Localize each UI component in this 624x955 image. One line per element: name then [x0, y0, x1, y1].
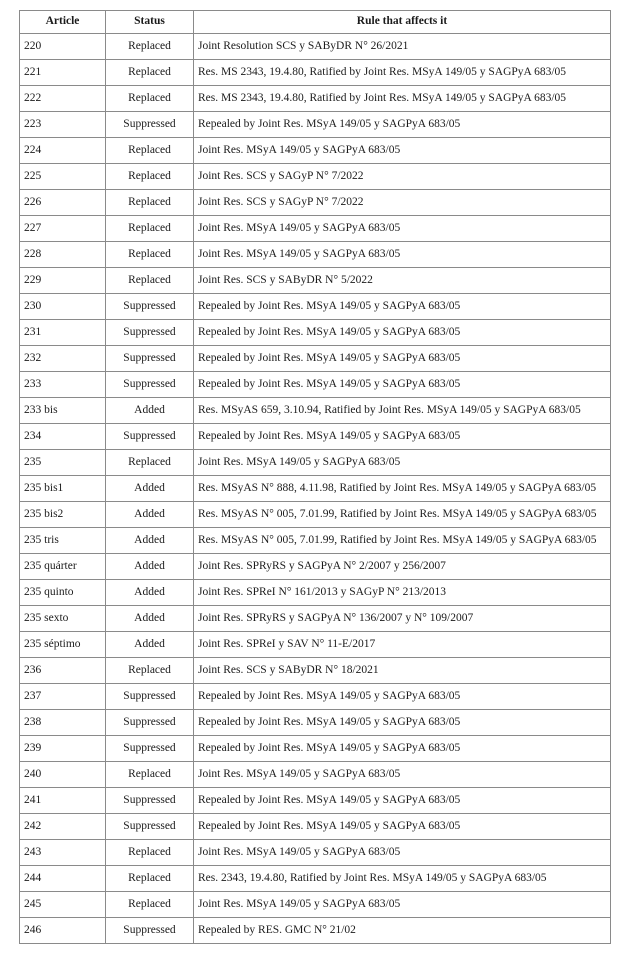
- rule-cell: Joint Res. SCS y SAGyP N° 7/2022: [194, 190, 611, 216]
- article-cell: 231: [20, 320, 106, 346]
- table-row: [20, 398, 611, 424]
- table-row: [20, 606, 611, 632]
- table-row: [20, 164, 611, 190]
- table-row: [20, 372, 611, 398]
- article-cell: 246: [20, 918, 106, 944]
- status-cell: Suppressed: [106, 736, 194, 762]
- article-cell: 240: [20, 762, 106, 788]
- rule-cell: Res. 2343, 19.4.80, Ratified by Joint Res. MSyA 149/05 y SAGPyA 683/05: [194, 866, 611, 892]
- status-cell: Added: [106, 580, 194, 606]
- rule-cell: Repealed by Joint Res. MSyA 149/05 y SAGPyA 683/05: [194, 684, 611, 710]
- rule-cell: Joint Res. MSyA 149/05 y SAGPyA 683/05: [194, 138, 611, 164]
- table-row: [20, 528, 611, 554]
- status-cell: Suppressed: [106, 112, 194, 138]
- status-cell: Added: [106, 476, 194, 502]
- table-row: [20, 138, 611, 164]
- status-cell: Replaced: [106, 164, 194, 190]
- status-cell: Replaced: [106, 138, 194, 164]
- table-row: [20, 60, 611, 86]
- article-cell: 229: [20, 268, 106, 294]
- status-cell: Suppressed: [106, 788, 194, 814]
- article-cell: 232: [20, 346, 106, 372]
- status-cell: Suppressed: [106, 710, 194, 736]
- status-cell: Suppressed: [106, 346, 194, 372]
- table-row: [20, 762, 611, 788]
- table-row: [20, 320, 611, 346]
- table-row: [20, 814, 611, 840]
- rule-cell: Res. MS 2343, 19.4.80, Ratified by Joint Res. MSyA 149/05 y SAGPyA 683/05: [194, 86, 611, 112]
- rule-cell: Joint Res. MSyA 149/05 y SAGPyA 683/05: [194, 450, 611, 476]
- article-cell: 242: [20, 814, 106, 840]
- article-cell: 235 quinto: [20, 580, 106, 606]
- table-row: [20, 502, 611, 528]
- rule-cell: Joint Res. SPReI N° 161/2013 y SAGyP N° 213/2013: [194, 580, 611, 606]
- rule-cell: Repealed by Joint Res. MSyA 149/05 y SAGPyA 683/05: [194, 788, 611, 814]
- rule-cell: Repealed by Joint Res. MSyA 149/05 y SAGPyA 683/05: [194, 320, 611, 346]
- article-cell: 222: [20, 86, 106, 112]
- rule-cell: Joint Res. SCS y SAGyP N° 7/2022: [194, 164, 611, 190]
- status-cell: Suppressed: [106, 918, 194, 944]
- article-cell: 237: [20, 684, 106, 710]
- article-cell: 221: [20, 60, 106, 86]
- article-cell: 235 séptimo: [20, 632, 106, 658]
- rule-cell: Repealed by RES. GMC N° 21/02: [194, 918, 611, 944]
- rule-cell: Repealed by Joint Res. MSyA 149/05 y SAGPyA 683/05: [194, 346, 611, 372]
- table-row: [20, 268, 611, 294]
- rule-cell: Joint Resolution SCS y SAByDR N° 26/2021: [194, 34, 611, 60]
- table-row: [20, 242, 611, 268]
- table-row: [20, 450, 611, 476]
- rule-cell: Joint Res. MSyA 149/05 y SAGPyA 683/05: [194, 762, 611, 788]
- status-cell: Suppressed: [106, 372, 194, 398]
- rule-cell: Joint Res. MSyA 149/05 y SAGPyA 683/05: [194, 840, 611, 866]
- article-cell: 233 bis: [20, 398, 106, 424]
- article-cell: 220: [20, 34, 106, 60]
- status-cell: Replaced: [106, 450, 194, 476]
- table-row: [20, 34, 611, 60]
- status-cell: Replaced: [106, 190, 194, 216]
- rule-cell: Repealed by Joint Res. MSyA 149/05 y SAGPyA 683/05: [194, 112, 611, 138]
- rule-cell: Res. MSyAS N° 888, 4.11.98, Ratified by Joint Res. MSyA 149/05 y SAGPyA 683/05: [194, 476, 611, 502]
- article-cell: 239: [20, 736, 106, 762]
- status-cell: Replaced: [106, 268, 194, 294]
- table-row: [20, 294, 611, 320]
- article-cell: 244: [20, 866, 106, 892]
- rule-cell: Joint Res. SPRyRS y SAGPyA N° 136/2007 y N° 109/2007: [194, 606, 611, 632]
- article-cell: 245: [20, 892, 106, 918]
- table-row: [20, 918, 611, 944]
- table-row: [20, 86, 611, 112]
- article-cell: 225: [20, 164, 106, 190]
- rule-cell: Joint Res. MSyA 149/05 y SAGPyA 683/05: [194, 242, 611, 268]
- status-cell: Replaced: [106, 34, 194, 60]
- status-cell: Suppressed: [106, 684, 194, 710]
- rule-cell: Repealed by Joint Res. MSyA 149/05 y SAGPyA 683/05: [194, 294, 611, 320]
- table-row: [20, 710, 611, 736]
- table-row: [20, 736, 611, 762]
- status-cell: Suppressed: [106, 320, 194, 346]
- status-cell: Added: [106, 632, 194, 658]
- rule-cell: Joint Res. SPRyRS y SAGPyA N° 2/2007 y 256/2007: [194, 554, 611, 580]
- table-row: [20, 112, 611, 138]
- article-cell: 224: [20, 138, 106, 164]
- table-row: [20, 346, 611, 372]
- status-cell: Suppressed: [106, 294, 194, 320]
- article-cell: 235 tris: [20, 528, 106, 554]
- table-row: [20, 190, 611, 216]
- table-row: [20, 892, 611, 918]
- rule-cell: Joint Res. SCS y SAByDR N° 5/2022: [194, 268, 611, 294]
- rule-cell: Repealed by Joint Res. MSyA 149/05 y SAGPyA 683/05: [194, 814, 611, 840]
- status-cell: Added: [106, 554, 194, 580]
- article-cell: 227: [20, 216, 106, 242]
- table-row: [20, 216, 611, 242]
- status-cell: Replaced: [106, 216, 194, 242]
- rule-cell: Res. MSyAS N° 005, 7.01.99, Ratified by Joint Res. MSyA 149/05 y SAGPyA 683/05: [194, 528, 611, 554]
- article-cell: 241: [20, 788, 106, 814]
- article-cell: 233: [20, 372, 106, 398]
- rule-cell: Joint Res. SPReI y SAV N° 11-E/2017: [194, 632, 611, 658]
- table-row: [20, 632, 611, 658]
- article-cell: 228: [20, 242, 106, 268]
- status-cell: Added: [106, 502, 194, 528]
- article-cell: 235 quárter: [20, 554, 106, 580]
- table-row: [20, 424, 611, 450]
- status-cell: Added: [106, 606, 194, 632]
- table-row: [20, 788, 611, 814]
- articles-rules-table: [19, 10, 611, 944]
- article-cell: 243: [20, 840, 106, 866]
- status-cell: Suppressed: [106, 424, 194, 450]
- article-cell: 230: [20, 294, 106, 320]
- status-cell: Replaced: [106, 60, 194, 86]
- table-row: [20, 658, 611, 684]
- status-cell: Replaced: [106, 86, 194, 112]
- rule-cell: Repealed by Joint Res. MSyA 149/05 y SAGPyA 683/05: [194, 424, 611, 450]
- table-row: [20, 476, 611, 502]
- article-cell: 223: [20, 112, 106, 138]
- rule-cell: Joint Res. MSyA 149/05 y SAGPyA 683/05: [194, 216, 611, 242]
- table-row: [20, 554, 611, 580]
- status-cell: Replaced: [106, 866, 194, 892]
- article-cell: 226: [20, 190, 106, 216]
- article-cell: 235 bis1: [20, 476, 106, 502]
- status-cell: Added: [106, 528, 194, 554]
- table-header-row: [20, 11, 611, 34]
- status-cell: Replaced: [106, 840, 194, 866]
- status-cell: Replaced: [106, 658, 194, 684]
- header-article: Article: [20, 11, 106, 34]
- article-cell: 238: [20, 710, 106, 736]
- rule-cell: Repealed by Joint Res. MSyA 149/05 y SAGPyA 683/05: [194, 372, 611, 398]
- table-row: [20, 580, 611, 606]
- status-cell: Replaced: [106, 242, 194, 268]
- article-cell: 235: [20, 450, 106, 476]
- rule-cell: Repealed by Joint Res. MSyA 149/05 y SAGPyA 683/05: [194, 736, 611, 762]
- rule-cell: Joint Res. SCS y SAByDR N° 18/2021: [194, 658, 611, 684]
- status-cell: Suppressed: [106, 814, 194, 840]
- rule-cell: Repealed by Joint Res. MSyA 149/05 y SAGPyA 683/05: [194, 710, 611, 736]
- rule-cell: Res. MSyAS N° 005, 7.01.99, Ratified by Joint Res. MSyA 149/05 y SAGPyA 683/05: [194, 502, 611, 528]
- table-row: [20, 684, 611, 710]
- rule-cell: Res. MSyAS 659, 3.10.94, Ratified by Joint Res. MSyA 149/05 y SAGPyA 683/05: [194, 398, 611, 424]
- table-row: [20, 866, 611, 892]
- article-cell: 235 sexto: [20, 606, 106, 632]
- table-row: [20, 840, 611, 866]
- status-cell: Replaced: [106, 762, 194, 788]
- status-cell: Replaced: [106, 892, 194, 918]
- article-cell: 234: [20, 424, 106, 450]
- rule-cell: Res. MS 2343, 19.4.80, Ratified by Joint Res. MSyA 149/05 y SAGPyA 683/05: [194, 60, 611, 86]
- article-cell: 235 bis2: [20, 502, 106, 528]
- rule-cell: Joint Res. MSyA 149/05 y SAGPyA 683/05: [194, 892, 611, 918]
- header-rule: Rule that affects it: [194, 11, 611, 34]
- status-cell: Added: [106, 398, 194, 424]
- table-body: [20, 34, 611, 944]
- article-cell: 236: [20, 658, 106, 684]
- header-status: Status: [106, 11, 194, 34]
